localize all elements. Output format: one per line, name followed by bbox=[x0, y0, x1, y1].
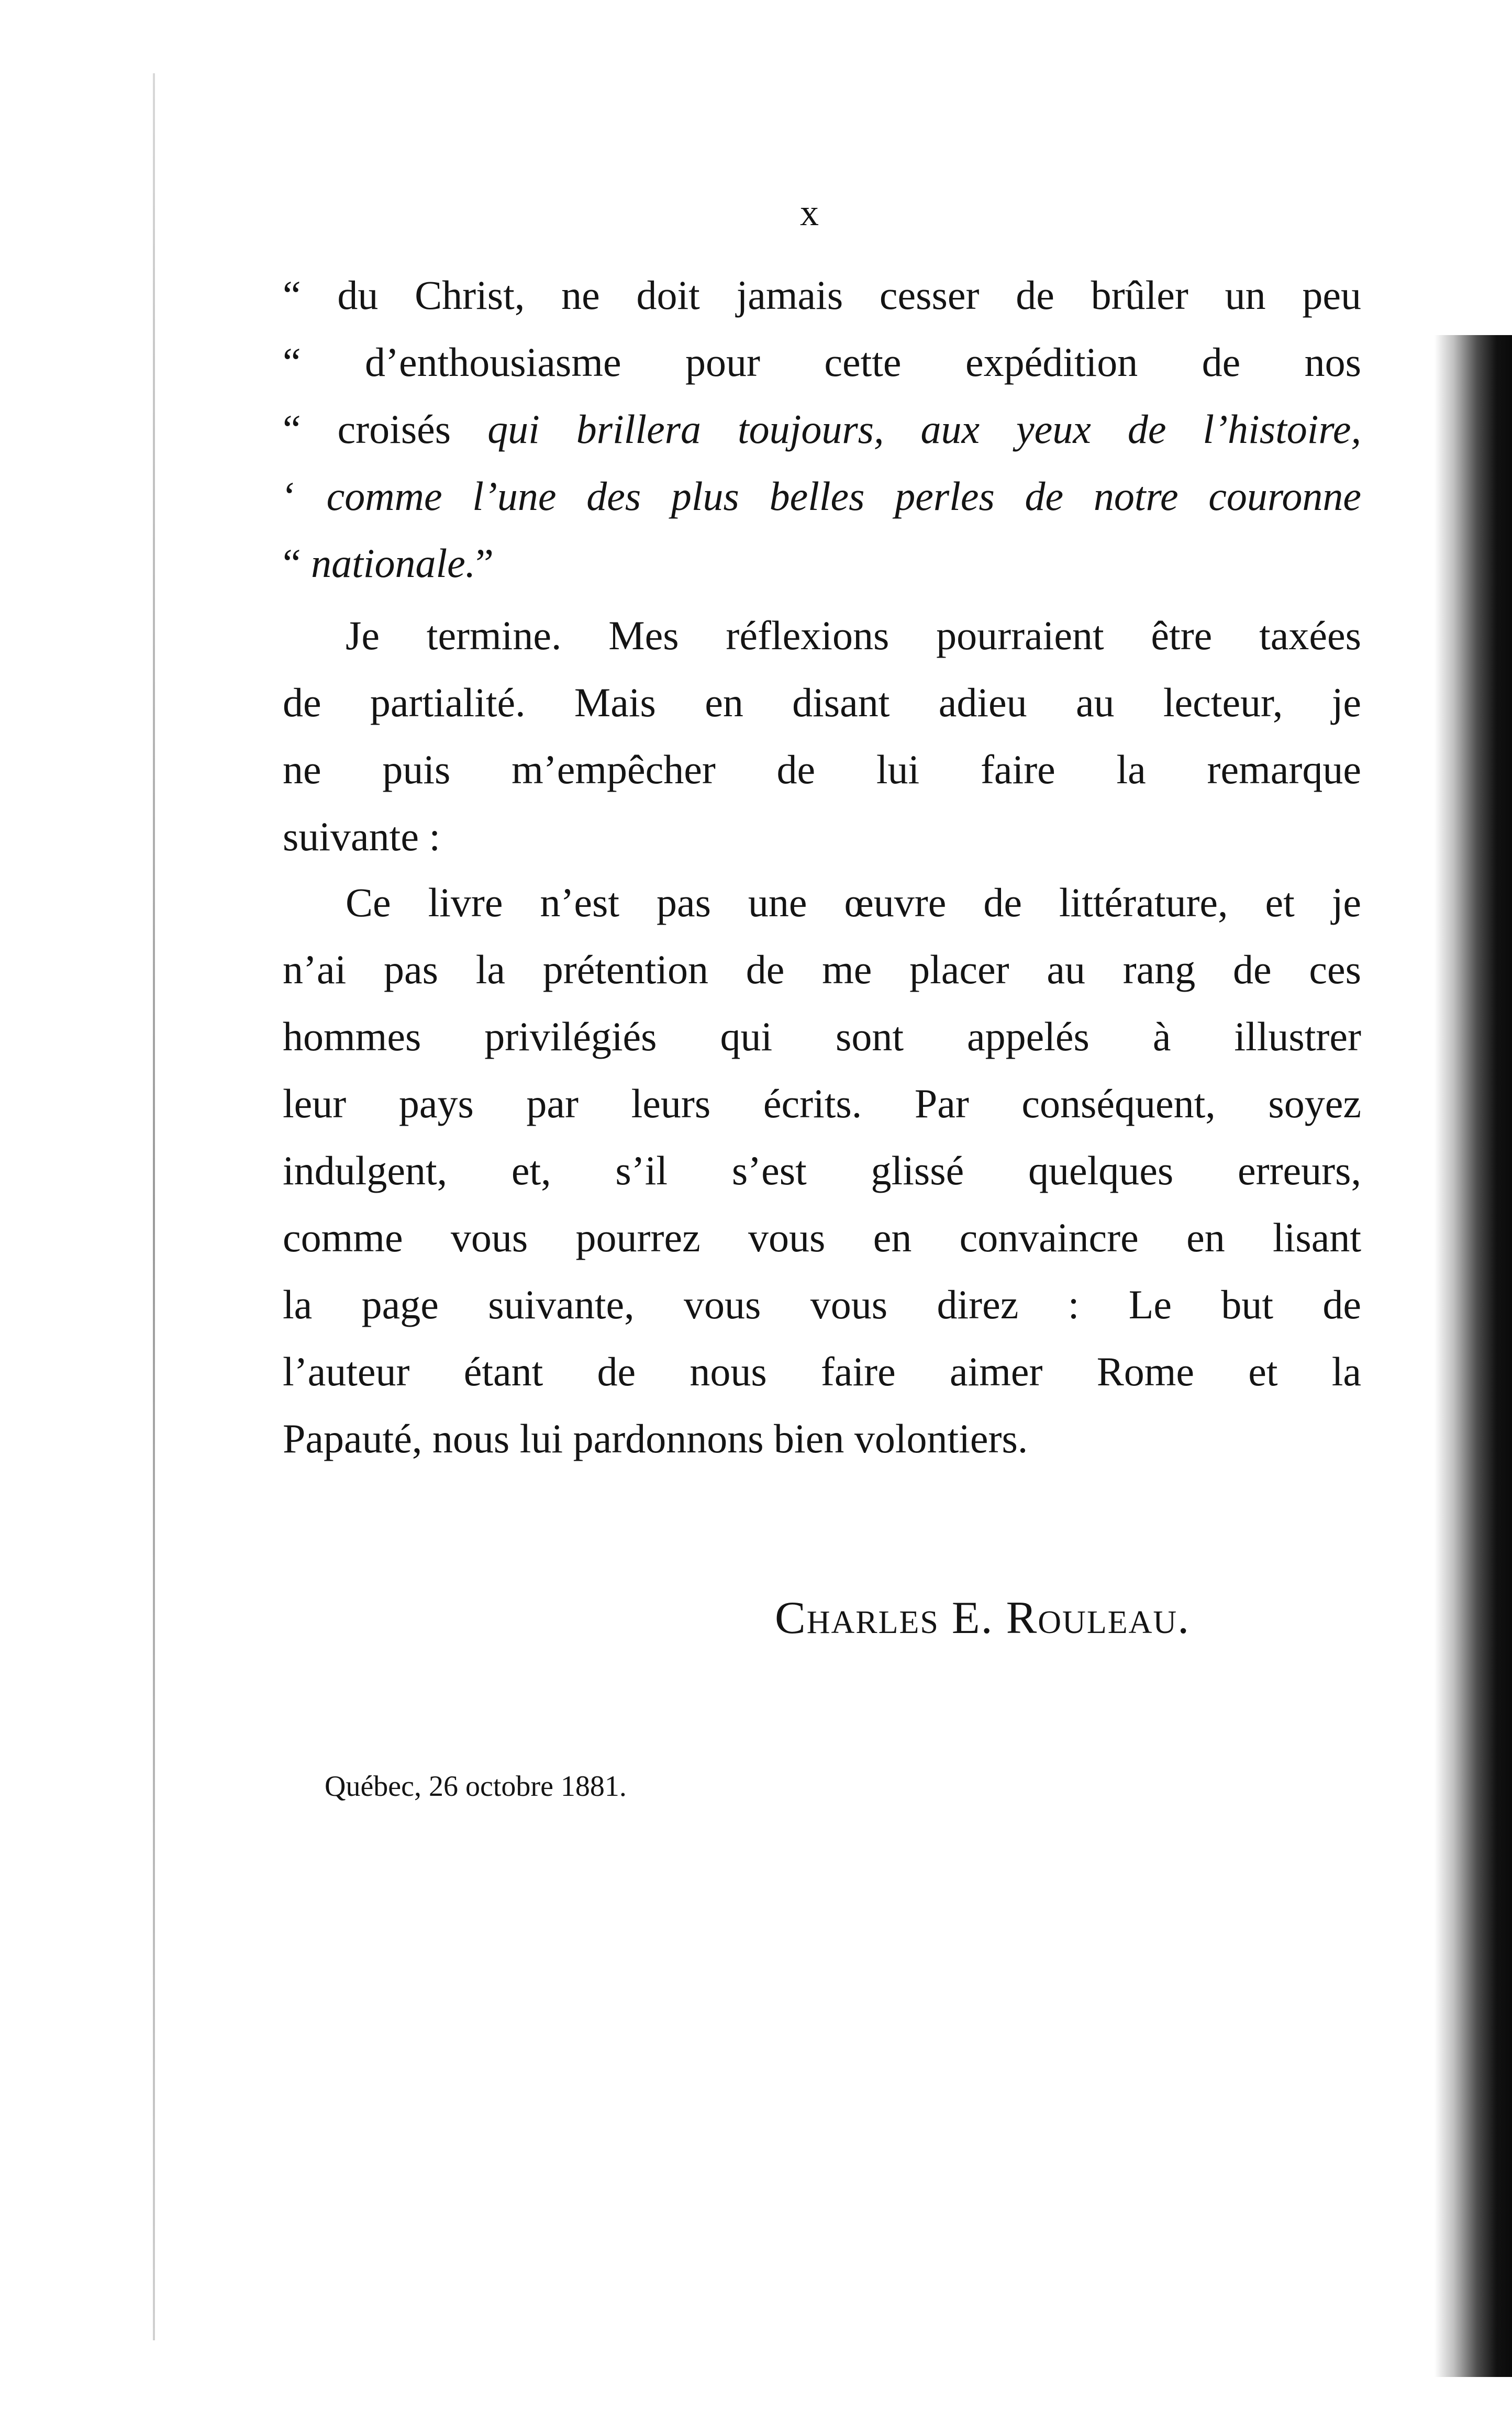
text-line: la page suivante, vous vous direz : Le but de bbox=[283, 1282, 1361, 1327]
text-line: l’auteur étant de nous faire aimer Rome et la bbox=[283, 1349, 1361, 1394]
quote-segment: “ croisés bbox=[283, 406, 488, 452]
author-signature: Charles E. Rouleau. bbox=[775, 1593, 1191, 1643]
quote-italic-segment: comme l’une des plus belles perles de notre couronne bbox=[326, 473, 1361, 519]
quote-line bbox=[283, 463, 1361, 530]
quote-line bbox=[283, 530, 1361, 597]
quote-line bbox=[283, 262, 1361, 329]
quote-segment: ” bbox=[475, 540, 494, 586]
quote-italic-segment: nationale. bbox=[311, 540, 476, 586]
quote-line bbox=[283, 396, 1361, 463]
text-line: Je termine. Mes réflexions pourraient être taxées bbox=[346, 613, 1361, 658]
quote-segment: “ d’enthousiasme pour cette expédition de nos bbox=[283, 339, 1361, 385]
text-line: hommes privilégiés qui sont appelés à illustrer bbox=[283, 1014, 1361, 1059]
text-line: Papauté, nous lui pardonnons bien volontiers. bbox=[283, 1416, 1028, 1461]
text-line: suivante : bbox=[283, 814, 441, 859]
text-line: ne puis m’empêcher de lui faire la remarque bbox=[283, 747, 1361, 792]
quoted-passage bbox=[283, 262, 1361, 597]
dateline: Québec, 26 octobre 1881. bbox=[325, 1770, 627, 1803]
quote-segment: “ du Christ, ne doit jamais cesser de brûler un peu bbox=[283, 272, 1361, 318]
paragraph-closing bbox=[283, 602, 1361, 870]
text-line: de partialité. Mais en disant adieu au lecteur, je bbox=[283, 680, 1361, 725]
text-line: Ce livre n’est pas une œuvre de littérature, et je bbox=[346, 880, 1361, 925]
page-number: x bbox=[800, 192, 819, 234]
quote-italic-segment: qui brillera toujours, aux yeux de l’histoire, bbox=[487, 406, 1361, 452]
paragraph-disclaimer bbox=[283, 869, 1361, 1472]
quote-segment: ‘ bbox=[283, 473, 327, 519]
text-line: leur pays par leurs écrits. Par conséquent, soyez bbox=[283, 1081, 1361, 1126]
text-line: indulgent, et, s’il s’est glissé quelques erreurs, bbox=[283, 1148, 1361, 1193]
quote-segment: “ bbox=[283, 540, 312, 586]
text-line: comme vous pourrez vous en convaincre en lisant bbox=[283, 1215, 1361, 1260]
scan-margin-rule bbox=[153, 73, 155, 2340]
quote-line bbox=[283, 329, 1361, 396]
text-line: n’ai pas la prétention de me placer au rang de ces bbox=[283, 947, 1361, 992]
scan-page-edge bbox=[1435, 335, 1512, 2377]
